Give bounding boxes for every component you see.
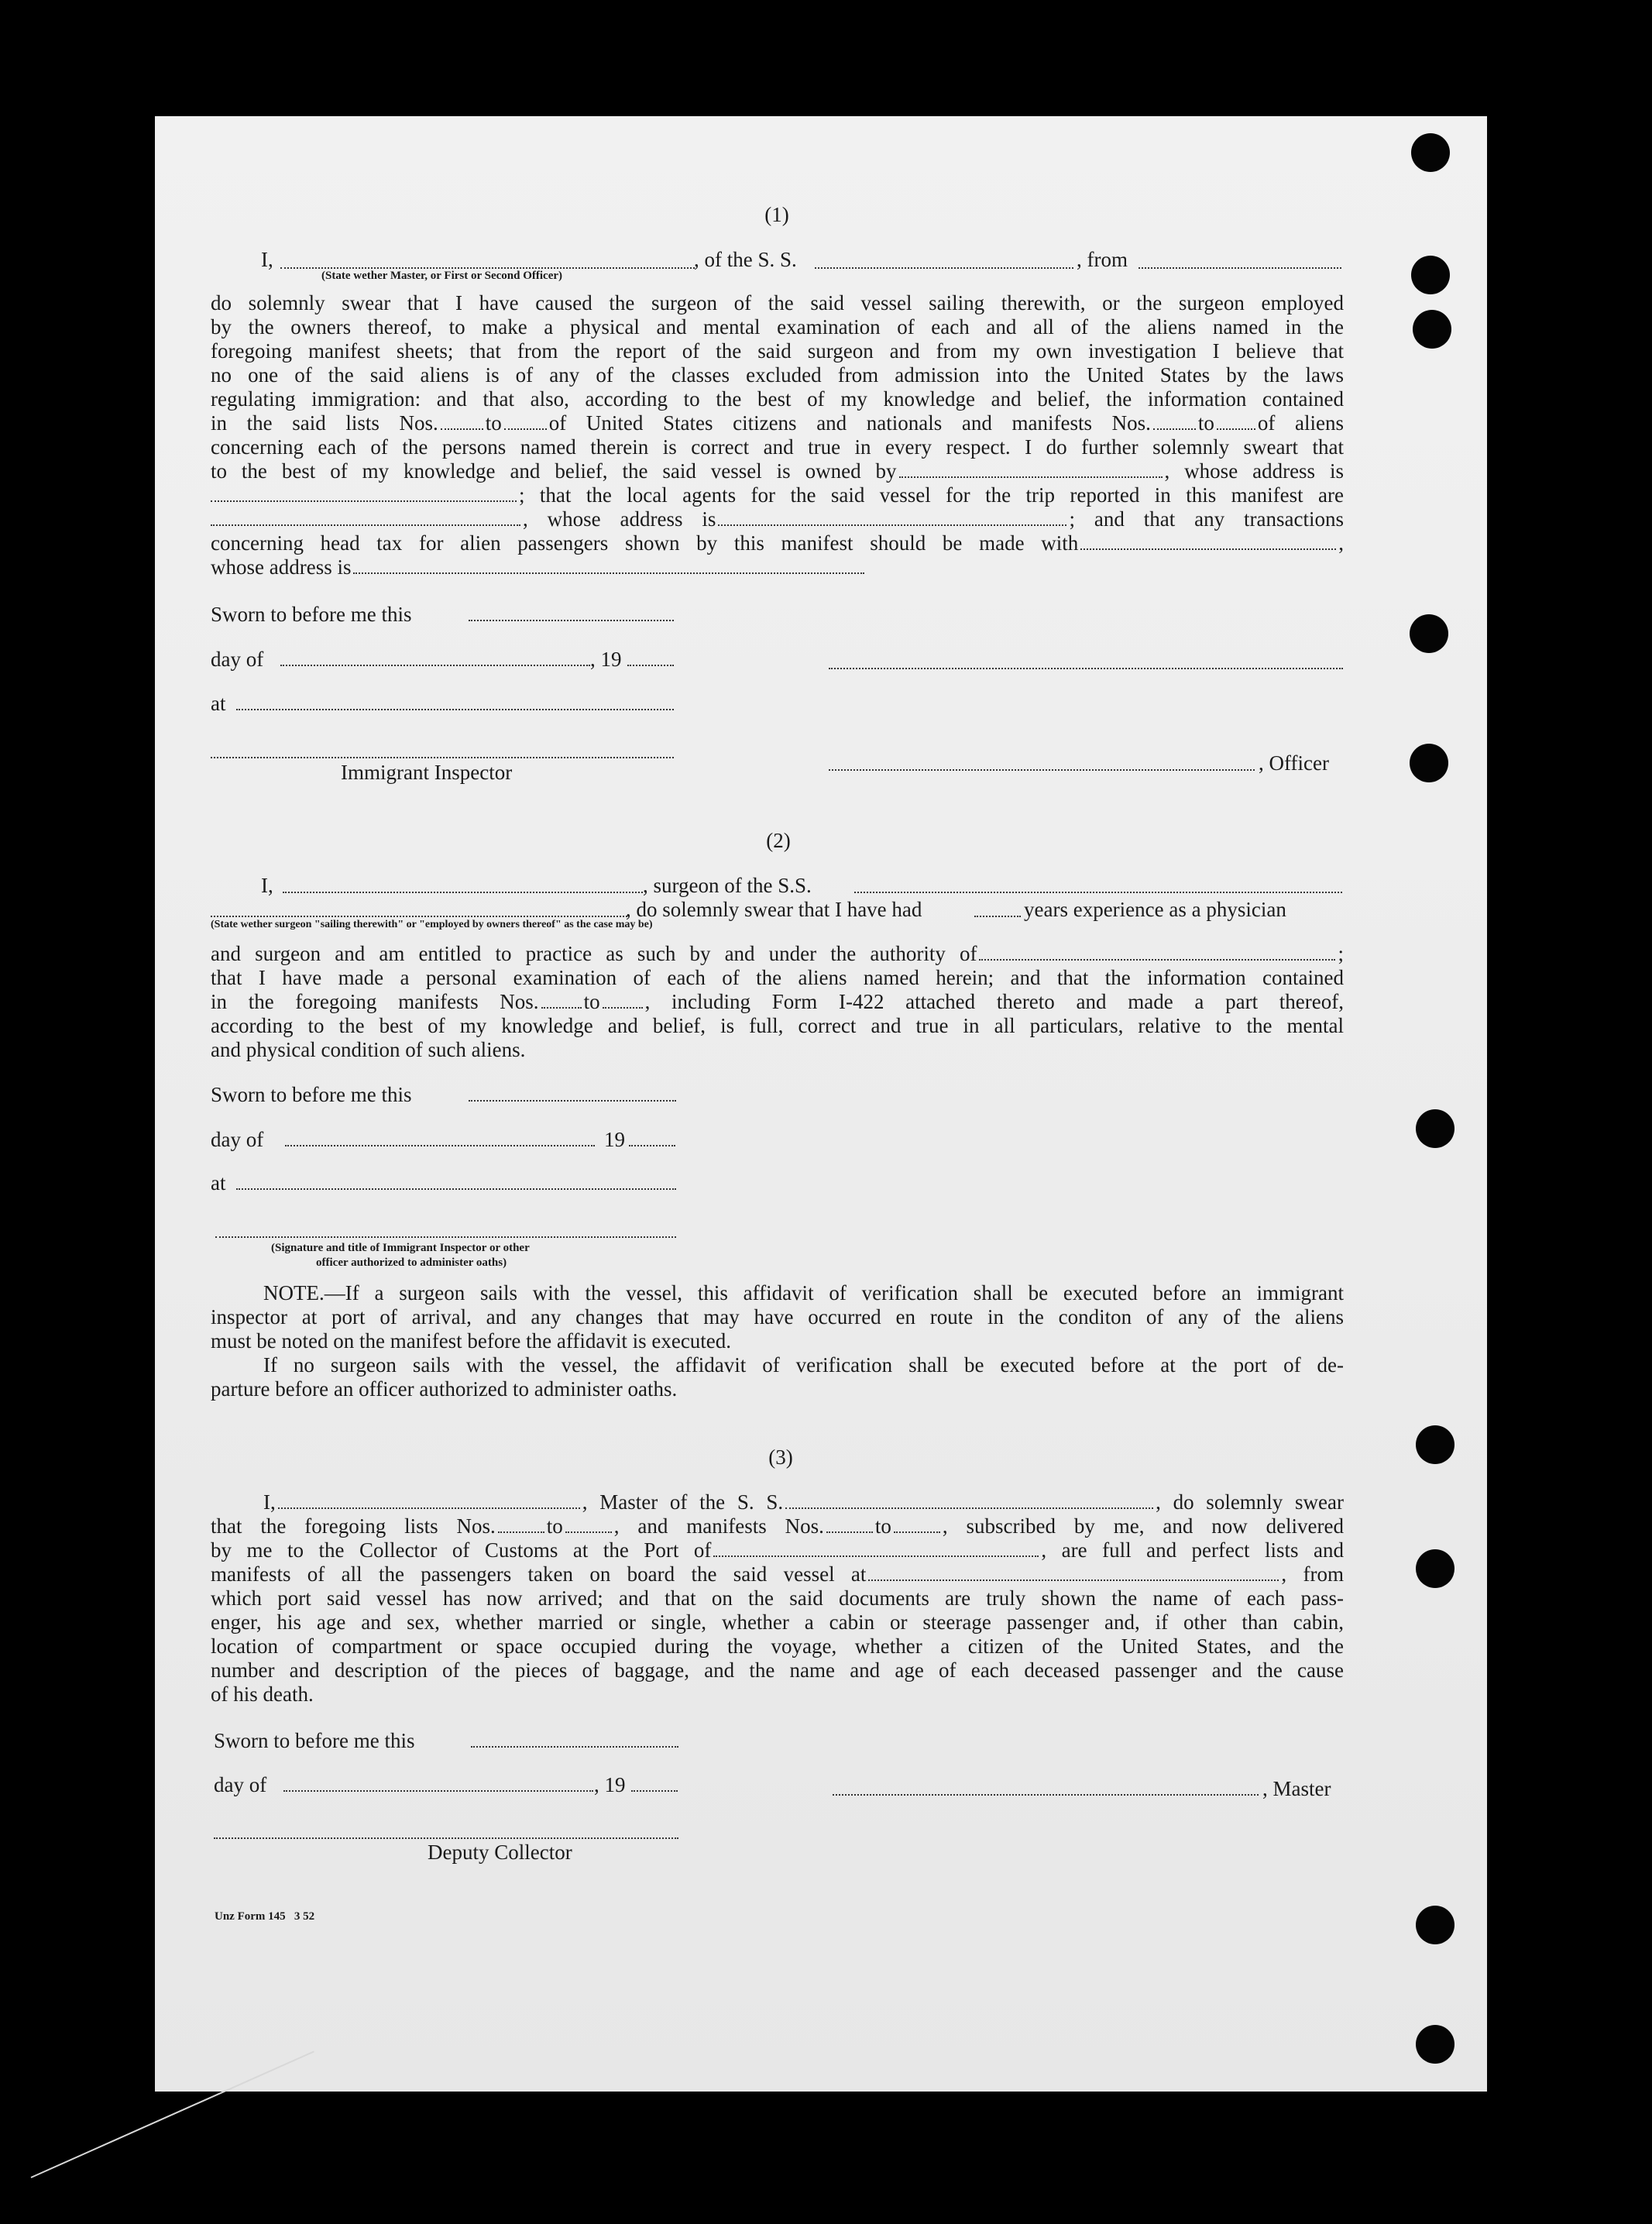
s3-sworn-blank	[471, 1746, 678, 1748]
s3-collector-label: Deputy Collector	[428, 1841, 572, 1864]
s3-master-name-blank	[278, 1507, 580, 1509]
s1-text-lists: in the said lists Nos. to of United States citizens and nationals and manifests Nos. to of aliens	[211, 411, 1344, 435]
s1-manifests-to-blank	[1217, 428, 1255, 430]
s3-text-4: number and description of the pieces of baggage, and the name and age of each deceased passenger and the cause	[211, 1659, 1344, 1682]
s2-years-blank	[974, 916, 1021, 917]
s1-lists-from-blank	[441, 428, 483, 430]
s3-master-signature-blank	[833, 1794, 1259, 1796]
s3-year-blank	[631, 1790, 678, 1792]
s2-sworn-blank	[469, 1100, 676, 1102]
punch-hole	[1413, 310, 1451, 349]
punch-hole	[1411, 133, 1450, 172]
s3-text-lists: that the foregoing lists Nos. to , and manifests Nos. to , subscribed by me, and now delivered	[211, 1514, 1345, 1538]
s2-text-authority: and surgeon and am entitled to practice as such by and under the authority of ;	[211, 942, 1344, 965]
s2-surgeon-type-blank	[211, 916, 627, 917]
s2-surgeon-name-blank	[283, 892, 643, 893]
s3-port-blank	[713, 1555, 1039, 1557]
punch-hole	[1416, 1906, 1455, 1944]
s2-line2-swear: , do solemnly swear that I have had	[626, 898, 922, 921]
s2-manifests-from-blank	[541, 1007, 582, 1009]
s2-inspector-signature-blank	[215, 1236, 676, 1238]
s1-text-5: regulating immigration: and that also, according to the best of my knowledge and belief, the information contained	[211, 387, 1344, 411]
s1-sworn-label: Sworn to before me this	[211, 603, 412, 626]
s1-text-agents: ; that the local agents for the said vessel for the trip reported in this manifest are	[211, 483, 1344, 507]
s2-signature-note-2: officer authorized to administer oaths)	[316, 1256, 507, 1269]
s1-vessel-blank	[815, 267, 1073, 269]
s1-year-blank	[627, 665, 674, 666]
note-paragraph-2-line-1: If no surgeon sails with the vessel, the affidavit of verification shall be executed before at the port of de-	[263, 1353, 1344, 1377]
s1-text-1: do solemnly swear that I have caused the surgeon of the said vessel sailing therewith, or the surgeon employed	[211, 291, 1344, 315]
s3-text-collector: by me to the Collector of Customs at the Port of , are full and perfect lists and	[211, 1538, 1344, 1562]
s2-text-examination: that I have made a personal examination of each of the aliens named herein; and that the information contained	[211, 966, 1344, 989]
s3-lists-from-blank	[498, 1531, 544, 1533]
s2-line1-ss: , surgeon of the S.S.	[643, 874, 812, 897]
s1-text-whose: , whose address is ; and that any transactions	[211, 507, 1344, 531]
section-1-number: (1)	[764, 203, 789, 226]
s2-text-condition: and physical condition of such aliens.	[211, 1038, 526, 1061]
note-paragraph-1-line-3: must be noted on the manifest before the affidavit is executed.	[211, 1329, 732, 1353]
section-3-number: (3)	[768, 1445, 793, 1469]
s3-lists-to-blank	[565, 1531, 612, 1533]
s3-master-label: , Master	[1262, 1777, 1331, 1800]
s3-departure-port-blank	[868, 1579, 1279, 1581]
s1-text-concerning: concerning each of the persons named therein is correct and true in every respect. I do further solemnly sweart that	[211, 435, 1344, 459]
s1-officer-signature-blank-1	[829, 668, 1343, 669]
s1-officer-rank-blank	[280, 267, 695, 269]
s1-line1-from: , from	[1077, 248, 1128, 271]
s1-at-blank	[236, 709, 674, 710]
s2-signature-note-1: (Signature and title of Immigrant Inspector or other	[271, 1242, 530, 1254]
s1-dayof-label: day of	[211, 648, 264, 671]
s2-text-manifests: in the foregoing manifests Nos. to , including Form I-422 attached thereto and made a part thereof,	[211, 990, 1344, 1013]
s1-inspector-label: Immigrant Inspector	[341, 761, 513, 784]
s1-owner-blank	[899, 476, 1163, 478]
s1-year-label: , 19	[590, 648, 622, 671]
s1-text-3: foregoing manifest sheets; that from the report of the said surgeon and from my own investigation I believe that	[211, 339, 1344, 363]
s3-manifests-from-blank	[826, 1531, 873, 1533]
s1-agents-address-blank	[718, 524, 1066, 526]
note-paragraph-2-line-2: parture before an officer authorized to administer oaths.	[211, 1377, 678, 1401]
punch-hole	[1416, 1109, 1455, 1148]
s2-text-knowledge: according to the best of my knowledge and belief, is full, correct and true in all particulars, relative to the mental	[211, 1014, 1344, 1037]
s2-day-blank	[285, 1145, 595, 1146]
s2-year-label: 19	[604, 1128, 625, 1151]
s3-dayof-label: day of	[214, 1773, 267, 1796]
s3-day-blank	[283, 1790, 593, 1792]
s1-sworn-blank	[469, 620, 674, 621]
note-paragraph-1-line-2: inspector at port of arrival, and any changes that may have occurred en route in the conditon of any of the aliens	[211, 1305, 1344, 1329]
s1-text-final: whose address is	[211, 555, 1344, 579]
s2-manifests-to-blank	[603, 1007, 643, 1009]
s2-line1-i: I,	[261, 874, 273, 897]
s1-day-blank	[280, 665, 590, 666]
s3-text-boarded: manifests of all the passengers taken on board the said vessel at , from	[211, 1562, 1344, 1586]
s1-officer-label: , Officer	[1259, 751, 1329, 775]
s1-manifests-from-blank	[1153, 428, 1196, 430]
punch-hole	[1416, 1425, 1455, 1464]
s3-text-master: I, , Master of the S. S. , do solemnly swear	[263, 1490, 1344, 1514]
section-2-number: (2)	[766, 829, 791, 852]
note-paragraph-1-line-1: NOTE.—If a surgeon sails with the vessel, this affidavit of verification shall be executed before an immigrant	[263, 1281, 1344, 1304]
s1-text-owned: to the best of my knowledge and belief, the said vessel is owned by , whose address is	[211, 459, 1344, 483]
s1-line1-note: (State wether Master, or First or Second Officer)	[321, 270, 563, 282]
s3-collector-signature-blank	[214, 1837, 678, 1839]
s1-agents-blank	[211, 524, 520, 526]
s1-inspector-signature-blank	[211, 757, 674, 758]
s2-sworn-label: Sworn to before me this	[211, 1083, 412, 1106]
s1-headtax-blank	[1080, 548, 1336, 550]
s2-vessel-blank	[854, 892, 1342, 893]
s3-text-1: which port said vessel has now arrived; and that on the said documents are truly shown the name of each pass-	[211, 1586, 1344, 1610]
s3-year-label: , 19	[594, 1773, 626, 1796]
s2-year-blank	[629, 1145, 675, 1146]
s3-manifests-to-blank	[894, 1531, 940, 1533]
s3-sworn-label: Sworn to before me this	[214, 1729, 415, 1752]
s2-line2-physician: years experience as a physician	[1024, 898, 1286, 921]
s1-text-2: by the owners thereof, to make a physical and mental examination of each and all of the aliens named in the	[211, 315, 1344, 339]
punch-hole	[1410, 614, 1448, 653]
s2-line2-note: (State wether surgeon "sailing therewith" or "employed by owners thereof" as the case may be)	[211, 919, 653, 930]
s2-authority-blank	[979, 959, 1335, 961]
s3-vessel-blank	[785, 1507, 1153, 1509]
s1-owner-address-blank	[211, 500, 517, 502]
s1-text-headtax: concerning head tax for alien passengers shown by this manifest should be made with ,	[211, 531, 1344, 555]
s3-text-2: enger, his age and sex, whether married or single, whether a cabin or steerage passenger and, if other than cabin,	[211, 1610, 1344, 1634]
s1-at-label: at	[211, 692, 226, 715]
punch-hole	[1416, 2025, 1455, 2064]
form-number: Unz Form 145 3 52	[215, 1910, 315, 1923]
s1-from-blank	[1139, 267, 1341, 269]
punch-hole	[1411, 256, 1450, 294]
s3-text-3: location of compartment or space occupied during the voyage, whether a citizen of the United States, and the	[211, 1634, 1344, 1658]
s1-line1-i: I,	[261, 248, 273, 271]
s1-lists-to-blank	[504, 428, 547, 430]
s3-text-5: of his death.	[211, 1683, 314, 1706]
s2-at-blank	[236, 1188, 676, 1190]
punch-hole	[1410, 744, 1448, 782]
s1-officer-signature-blank-2	[829, 769, 1255, 771]
punch-hole	[1416, 1549, 1455, 1588]
s2-at-label: at	[211, 1171, 226, 1194]
s1-line1-ss: , of the S. S.	[694, 248, 797, 271]
s1-headtax-address-blank	[353, 572, 864, 574]
s2-dayof-label: day of	[211, 1128, 264, 1151]
s1-text-4: no one of the said aliens is of any of the classes excluded from admission into the United States by the laws	[211, 363, 1344, 387]
